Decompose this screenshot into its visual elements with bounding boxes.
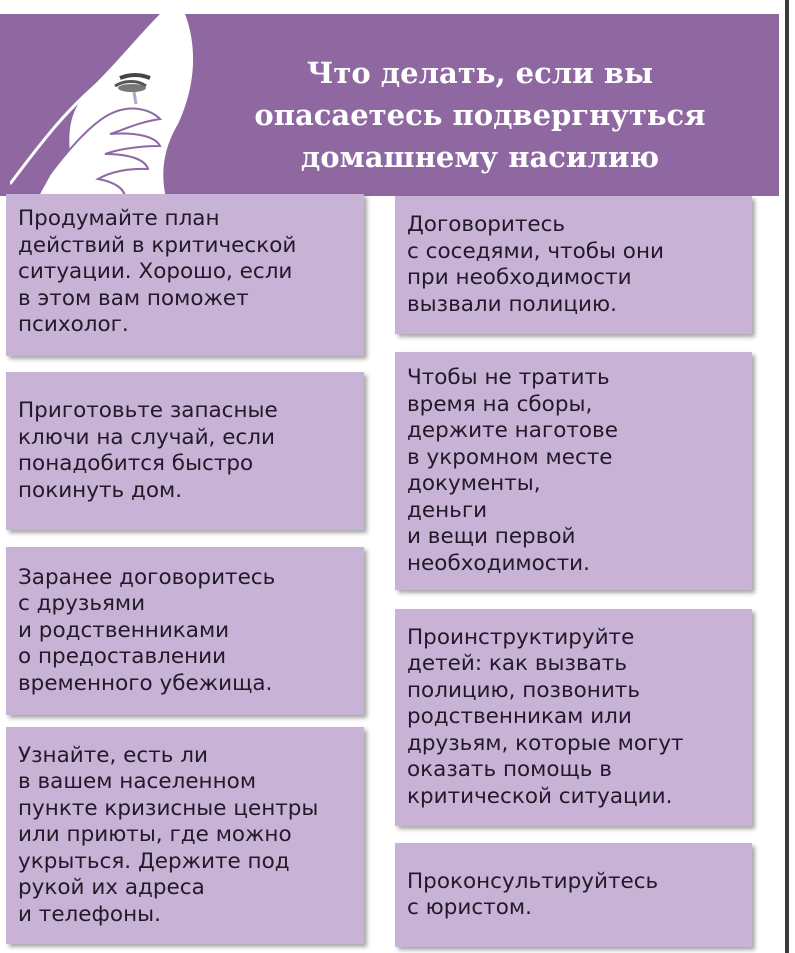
page-title: Что делать, если вы опасаетесь подвергнуться домашнему насилию [254, 56, 706, 174]
frightened-face-illustration-icon [10, 14, 220, 210]
tip-card [395, 843, 752, 947]
tip-text: Проинструктируйте детей: как вызвать полицию, позвонить родственникам или друзьям, которые могут оказать помощь в критической ситуации. [407, 624, 684, 809]
tip-card [6, 727, 364, 944]
tip-card [6, 547, 364, 715]
header-banner [0, 14, 779, 196]
tip-text: Узнайте, есть ли в вашем населенном пункте кризисные центры или приюты, где можно укрыться. Держите под рукой их адреса и телефоны. [18, 742, 319, 927]
tip-text: Продумайте план действий в критической ситуации. Хорошо, если в этом вам поможет психолог. [18, 206, 297, 337]
tip-text: Проконсультируйтесь с юристом. [407, 868, 659, 920]
tip-text: Чтобы не тратить время на сборы, держите наготове в укромном месте документы, деньги и вещи первой необходимости. [407, 365, 618, 576]
tip-text: Заранее договоритесь с друзьями и родственниками о предоставлении временного убежища. [18, 564, 276, 696]
page-edge-divider [785, 0, 789, 953]
tip-card [6, 194, 364, 356]
tip-card [395, 609, 752, 826]
tip-text: Договоритесь с соседями, чтобы они при необходимости вызвали полицию. [407, 212, 664, 317]
tip-text: Приготовьте запасные ключи на случай, если понадобится быстро покинуть дом. [18, 398, 278, 503]
tip-card [395, 196, 752, 334]
tip-card [395, 352, 752, 590]
tip-card [6, 372, 364, 530]
